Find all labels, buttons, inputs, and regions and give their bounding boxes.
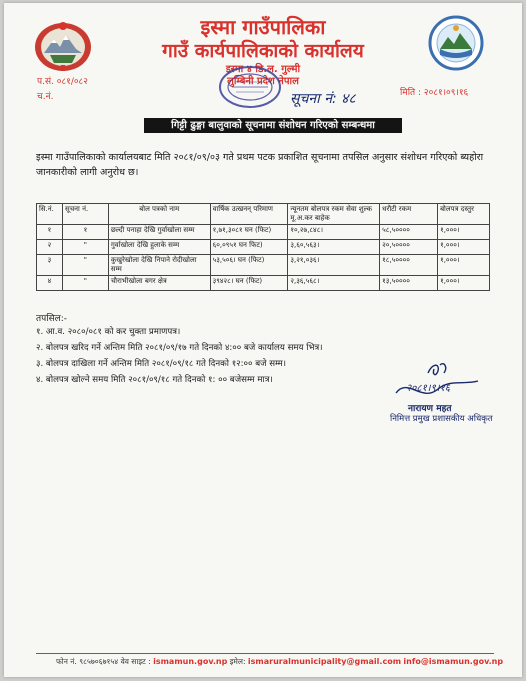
table-header-cell: बोल पत्रको नाम <box>108 204 210 225</box>
issue-date: मिति : २०८१।०९।१६ <box>400 88 469 98</box>
footer <box>56 657 503 667</box>
office-name: गाउँ कार्यपालिकाको कार्यालय <box>162 40 364 62</box>
table-header-cell: धरौटी रकम <box>380 204 438 225</box>
notes-list <box>36 324 323 388</box>
table-row <box>37 240 490 255</box>
table-cell: ३ <box>37 255 63 276</box>
table-cell: ४ <box>37 276 63 291</box>
table-header-cell: सूचना नं. <box>62 204 108 225</box>
table-header-cell: सि.नं. <box>37 204 63 225</box>
table-header-cell: वार्षिक उत्खनन् परिमाण <box>210 204 288 225</box>
table-header-cell: बोलपत्र दस्तुर <box>438 204 490 225</box>
footer-website[interactable]: ismamun.gov.np <box>153 657 228 666</box>
note-item: २. बोलपत्र खरिद गर्ने अन्तिम मिति २०८१/०९/१७ गते दिनको ४:०० बजे कार्यालय समय भित्र। <box>36 343 323 353</box>
table-cell: ३,६०,५६३। <box>288 240 380 255</box>
note-item: ४. बोलपत्र खोल्ने समय मिति २०८१/०९/१८ गते दिनको १: ०० बजेसम्म मात्र। <box>36 375 273 385</box>
table-cell: गुर्वाखोला देखि हुलाके सम्म <box>108 240 210 255</box>
footer-phone: फोन नं. ९८५७०६७१५४ वेव साइट : <box>56 657 151 666</box>
address-line-1: इस्मा ४ डि.ल. गुल्मी <box>225 64 301 75</box>
table-cell: १ <box>62 225 108 240</box>
chalani-number: च.नं. <box>37 92 54 102</box>
signature-icon <box>388 359 482 403</box>
table-cell: चौराभीखोला बगर क्षेत्र <box>108 276 210 291</box>
table-cell: ५३,५०६। घन (फिट) <box>210 255 288 276</box>
tender-table <box>36 203 490 291</box>
table-cell: २,३६,५६८। <box>288 276 380 291</box>
table-cell: कुखुरेखोला देखि निपाने रोदीखोला सम्म <box>108 255 210 276</box>
table-cell: १ <box>37 225 63 240</box>
table-cell: १,०००। <box>438 276 490 291</box>
municipality-name: इस्मा गाउँपालिका <box>200 15 326 39</box>
table-cell: छल्दी पनाहा देखि गुर्वाखोला सम्म <box>108 225 210 240</box>
footer-email-1[interactable]: ismaruralmunicipality@gmail.com <box>247 657 402 666</box>
table-header-cell: न्यूनतम बोलपत्र रकम सेवा शुल्क मू.अ.कर बाहेक <box>288 204 380 225</box>
table-cell: १८,५०००० <box>380 255 438 276</box>
office-stamp-icon <box>218 65 282 109</box>
subject-bar: गिट्टी ढुङ्गा बालुवाको सूचनामा संशोधन गरिएको सम्बन्धमा <box>144 118 402 133</box>
notice-number-handwritten: सूचना नं: ४८ <box>290 91 356 107</box>
notice-body: इस्मा गाउँपालिकाको कार्यालयबाट मिति २०८१/०९/०३ गते प्रथम पटक प्रकाशित सूचनामा तपसिल अनुसार संशोधन गरिएको ब्यहोरा जानकारीको लागी अनुरोध छ। <box>36 152 484 178</box>
table-cell: " <box>62 255 108 276</box>
table-header-row <box>37 204 490 225</box>
table-cell: २०,५०००० <box>380 240 438 255</box>
table-cell: ५८,५०००० <box>380 225 438 240</box>
ps-number: प.सं. ०८१/०८२ <box>37 77 88 87</box>
table-cell: १,७१,३०८१ घन (फिट) <box>210 225 288 240</box>
table-cell: " <box>62 276 108 291</box>
notes-title: तपसिल:- <box>36 314 68 324</box>
signer-title: निमित्त प्रमुख प्रशासकीय अधिकृत <box>390 414 493 424</box>
table-cell: २ <box>37 240 63 255</box>
signer-name: नारायण महत <box>408 404 452 414</box>
table-cell: १०,२७,८४८। <box>288 225 380 240</box>
table-row <box>37 276 490 291</box>
table-row <box>37 255 490 276</box>
table-row <box>37 225 490 240</box>
table-cell: १,०००। <box>438 240 490 255</box>
table-cell: ३९४२८। घन (फिट) <box>210 276 288 291</box>
table-cell: " <box>62 240 108 255</box>
footer-email-label: इमेल: <box>229 657 246 666</box>
table-cell: १,०००। <box>438 225 490 240</box>
footer-email-2[interactable]: info@ismamun.gov.np <box>403 657 504 666</box>
notice-document <box>4 3 522 677</box>
note-item: ३. बोलपत्र दाखिला गर्ने अन्तिम मिति २०८१/०९/१८ गते दिनको १२:०० बजे सम्म। <box>36 359 286 369</box>
footer-divider <box>36 653 494 654</box>
table-cell: ६०,०९५१ घन फिट) <box>210 240 288 255</box>
table-cell: १,०००। <box>438 255 490 276</box>
table-cell: १३,५०००० <box>380 276 438 291</box>
address-line-2: लुम्बिनी प्रदेश नेपाल <box>227 76 299 87</box>
table-cell: ३,२१,०३६। <box>288 255 380 276</box>
signature-date: २०८१।९।१६ <box>406 383 450 394</box>
note-item: १. आ.व. २०८०/०८१ को कर चुक्ता प्रमाणपत्र। <box>36 327 181 337</box>
